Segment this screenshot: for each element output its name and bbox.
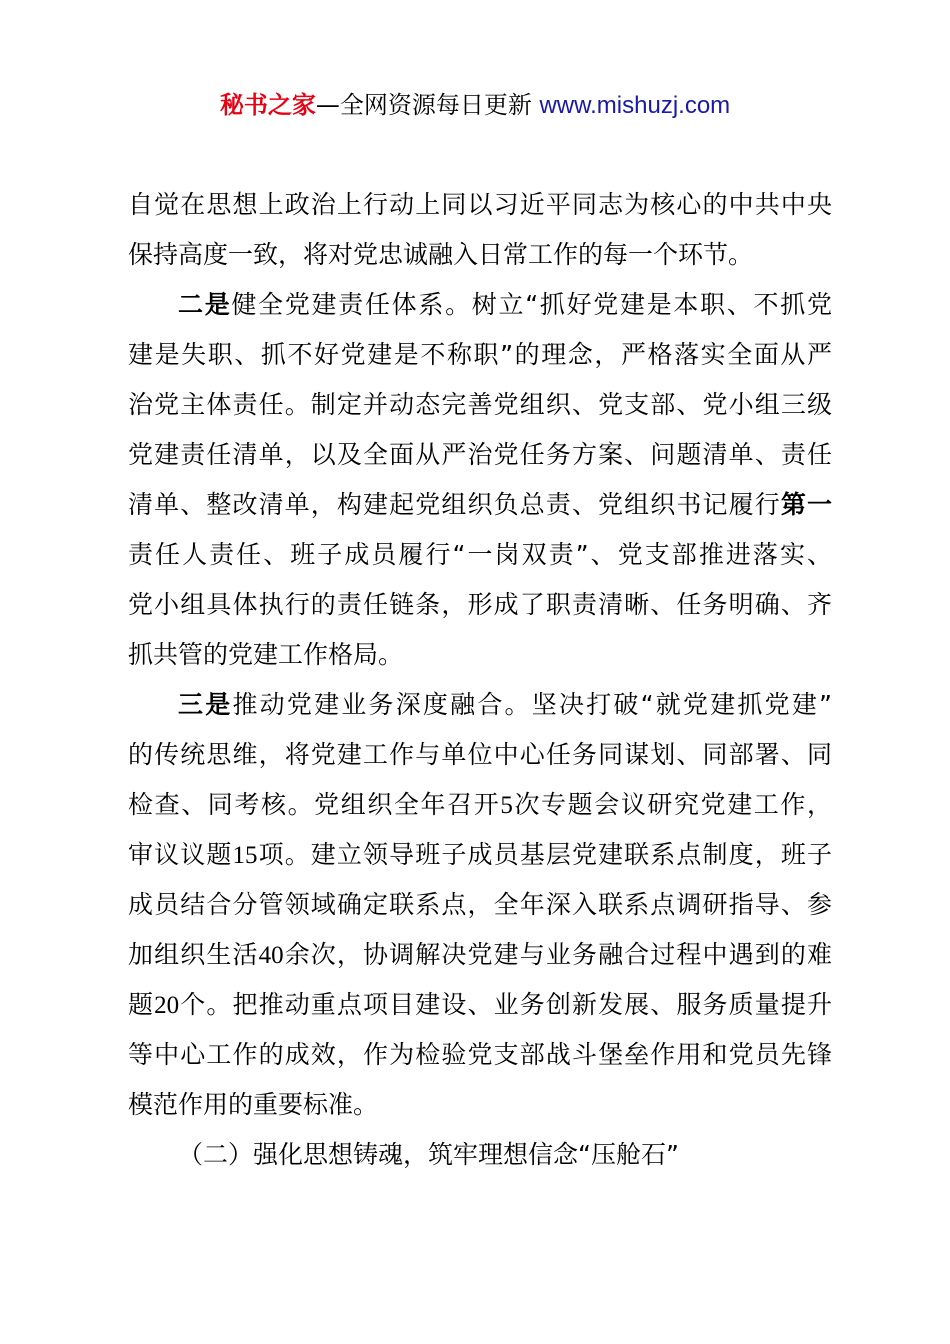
text-line: 成员结合分管领域确定联系点，全年深入联系点调研指导、参 bbox=[128, 890, 832, 919]
paragraph-3 bbox=[128, 680, 832, 1130]
page-header bbox=[0, 88, 950, 123]
text-span: 项。建立领导班子成员基层党建联系点制度，班子 bbox=[257, 840, 832, 869]
text-line: 自觉在思想上政治上行动上同以习近平同志为核心的中共中央 bbox=[128, 190, 832, 219]
text-span: 审议议题 bbox=[128, 840, 233, 869]
paragraph-lead: 三是 bbox=[178, 690, 233, 719]
text-line bbox=[128, 830, 832, 880]
header-tagline: —全网资源每日更新 bbox=[315, 91, 540, 119]
section-heading: （二）强化思想铸魂，筑牢理想信念“压舱石” bbox=[178, 1140, 679, 1169]
number-value: 40 bbox=[258, 942, 284, 969]
text-span: 次专题会议研究党建工作， bbox=[512, 790, 832, 819]
text-line: 党小组具体执行的责任链条，形成了职责清晰、任务明确、齐 bbox=[128, 590, 832, 619]
number-value: 5 bbox=[500, 792, 513, 819]
text-line bbox=[128, 980, 832, 1030]
text-line: 抓共管的党建工作格局。 bbox=[128, 640, 404, 669]
text-line: 等中心工作的成效，作为检验党支部战斗堡垒作用和党员先锋 bbox=[128, 1040, 832, 1069]
text-line: 治党主体责任。制定并动态完善党组织、党支部、党小组三级 bbox=[128, 390, 832, 419]
section-heading-block bbox=[128, 1130, 832, 1180]
text-span: 加组织生活 bbox=[128, 940, 259, 969]
paragraph-lead: 二是 bbox=[178, 290, 232, 319]
text-span: 余次，协调解决党建与业务融合过程中遇到的难 bbox=[283, 940, 832, 969]
text-line bbox=[128, 280, 832, 330]
number-value: 20 bbox=[154, 992, 180, 1019]
bold-text: 第一 bbox=[780, 490, 832, 519]
text-line bbox=[128, 930, 832, 980]
text-span: 清单、整改清单，构建起党组织负总责、党组织书记履行 bbox=[128, 490, 781, 519]
text-line bbox=[128, 780, 832, 830]
text-span: 题 bbox=[128, 990, 155, 1019]
text-line: 责任人责任、班子成员履行“一岗双责”、党支部推进落实、 bbox=[128, 540, 832, 569]
site-url-link[interactable]: www.mishuzj.com bbox=[539, 92, 731, 119]
text-line: 模范作用的重要标准。 bbox=[128, 1090, 379, 1119]
paragraph-1 bbox=[128, 180, 832, 280]
text-line bbox=[128, 480, 832, 530]
text-span: 检查、同考核。党组织全年召开 bbox=[128, 790, 501, 819]
text-line: 的传统思维，将党建工作与单位中心任务同谋划、同部署、同 bbox=[128, 740, 832, 769]
text-span: 个。把推动重点项目建设、业务创新发展、服务质量提升 bbox=[179, 990, 832, 1019]
text-span: 推动党建业务深度融合。坚决打破“就党建抓党建” bbox=[232, 690, 832, 719]
text-span: 健全党建责任体系。树立“抓好党建是本职、不抓党 bbox=[231, 290, 832, 319]
paragraph-2 bbox=[128, 280, 832, 680]
text-line: 建是失职、抓不好党建是不称职”的理念，严格落实全面从严 bbox=[128, 340, 832, 369]
brand-name: 秘书之家 bbox=[219, 91, 316, 119]
document-body bbox=[128, 180, 832, 1180]
text-line: 保持高度一致，将对党忠诚融入日常工作的每一个环节。 bbox=[128, 240, 754, 269]
number-value: 15 bbox=[232, 842, 258, 869]
text-line bbox=[128, 680, 832, 730]
text-line: 党建责任清单，以及全面从严治党任务方案、问题清单、责任 bbox=[128, 440, 832, 469]
